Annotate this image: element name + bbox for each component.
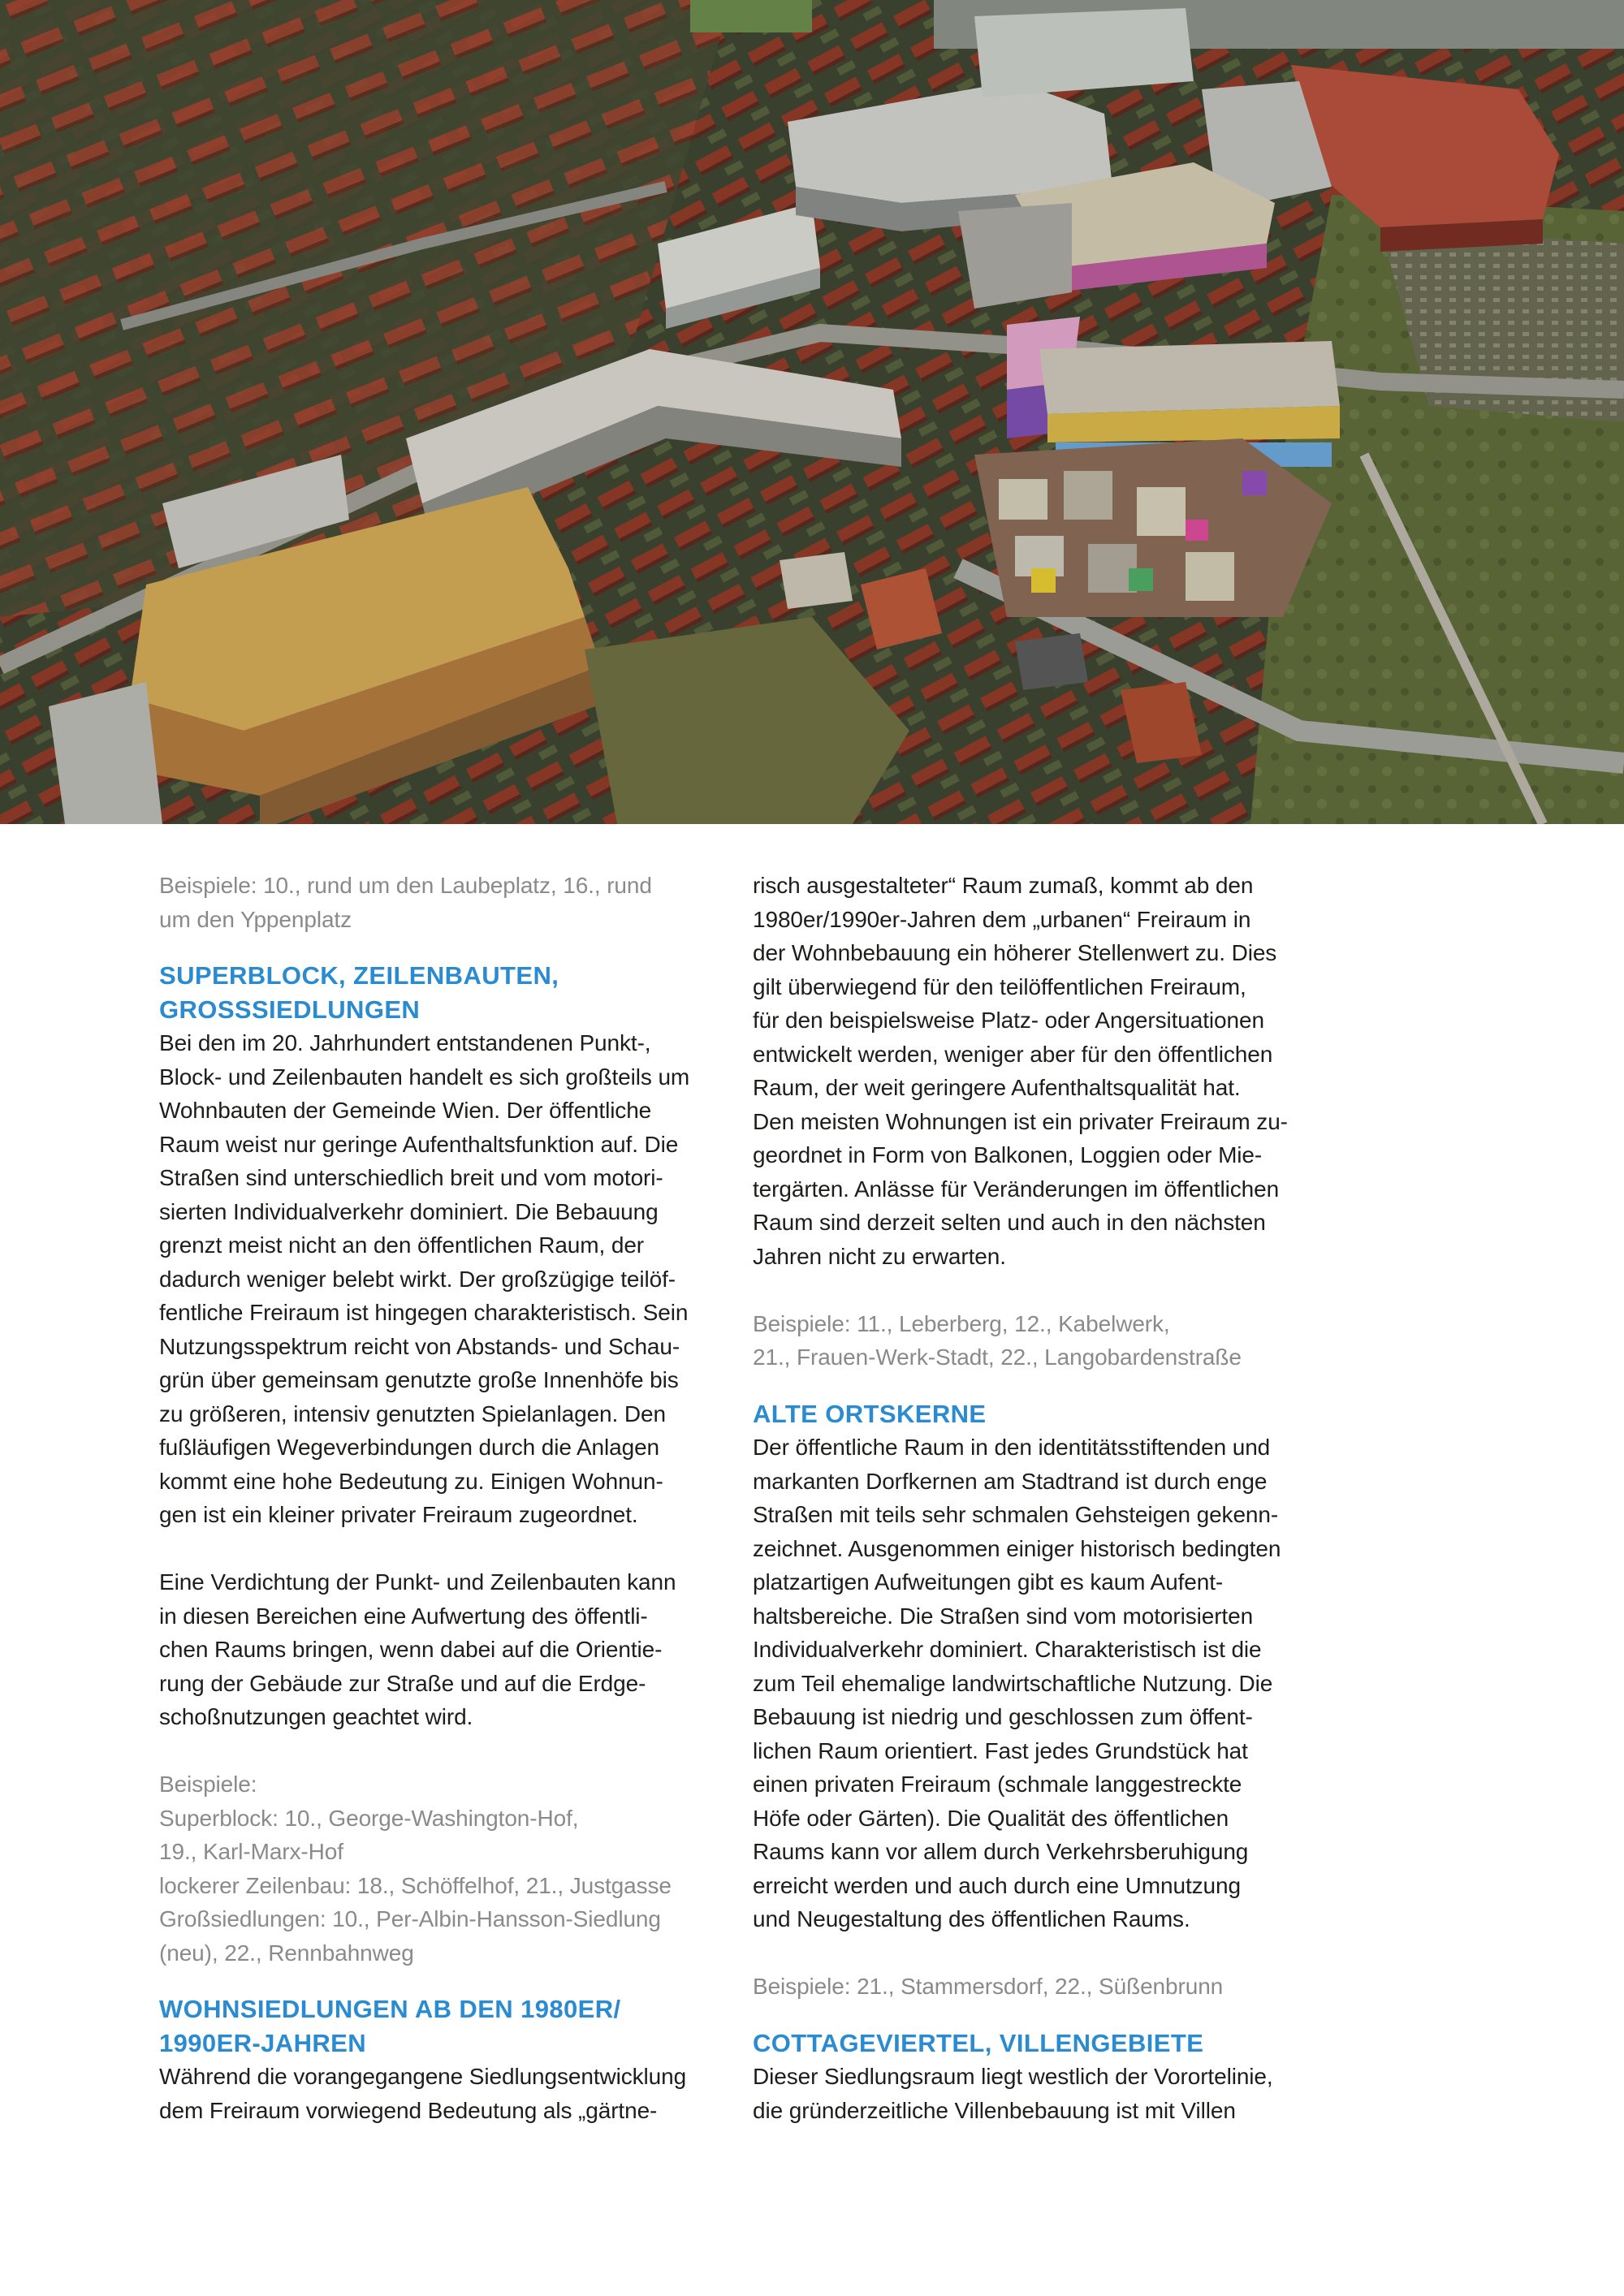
paragraph-superblock: Bei den im 20. Jahrhundert entstandenen Punkt-, Block- und Zeilenbauten handelt es sich großteils um Wohnbauten der Gemeinde Wien. Der öffentliche Raum weist nur geringe Aufenthaltsfunktion auf. Die Straßen sind unterschiedlich breit und vom motori- sierten Individualverkehr dominiert. Die Bebauung grenzt meist nicht an den öffentlichen Raum, der dadurch weniger belebt wirkt. Der großzügige teilöf- fentliche Freiraum ist hingegen charakteristisch. Sein Nutzungsspektrum reicht von Abstands- und Schau- grün über gemeinsam genutzte große Innenhöfe bis zu größeren, intensiv genutzten Spielanlagen. Den fußläufigen Wegeverbindungen durch die Anlagen kommt eine hohe Bedeutung zu. Einigen Wohnun- gen ist ein kleiner privater Freiraum zugeordnet.: [159, 1030, 690, 1527]
examples-leberberg: Beispiele: 11., Leberberg, 12., Kabelwerk, 21., Frauen-Werk-Stadt, 22., Langobardenstraße: [753, 1310, 1242, 1370]
paragraph-cottageviertel: Dieser Siedlungsraum liegt westlich der Vorortelinie, die gründerzeitliche Villenbebauung ist mit Villen: [753, 2064, 1273, 2123]
heading-superblock: SUPERBLOCK, ZEILENBAUTEN, GROSSSIEDLUNGEN: [159, 961, 559, 1024]
paragraph-wohnsiedlungen-continued: risch ausgestalteter“ Raum zumaß, kommt ab den 1980er/1990er-Jahren dem „urbanen“ Freiraum in der Wohnbebauung ein höherer Stellenwert zu. Dies gilt überwiegend für den teilöffentlichen Freiraum, für den beispielsweise Platz- oder Angersituationen entwickelt werden, weniger aber für den öffentlichen Raum, der weit geringere Aufenthaltsqualität hat. Den meisten Wohnungen ist ein privater Freiraum zu- geordnet in Form von Balkonen, Loggien oder Mie- tergärten. Anlässe für Veränderungen im öffentlichen Raum sind derzeit selten und auch in den nächsten Jahren nicht zu erwarten.: [753, 873, 1288, 1269]
heading-alte-ortskerne: ALTE ORTSKERNE: [753, 1399, 987, 1428]
paragraph-wohnsiedlungen: Während die vorangegangene Siedlungsentwicklung dem Freiraum vorwiegend Bedeutung als „gärtne-: [159, 2064, 687, 2123]
examples-superblock: Beispiele: Superblock: 10., George-Washington-Hof, 19., Karl-Marx-Hof lockerer Zeilenbau: 18., Schöffelhof, 21., Justgasse Großsiedlungen: 10., Per-Albin-Hansson-Siedlung (neu), 22., Rennbahnweg: [159, 1772, 672, 1966]
aerial-photo: [0, 0, 1624, 824]
left-column: [159, 869, 728, 2127]
heading-cottageviertel: COTTAGEVIERTEL, VILLENGEBIETE: [753, 2028, 1204, 2057]
examples-stammersdorf: Beispiele: 21., Stammersdorf, 22., Süßenbrunn: [753, 1974, 1224, 1999]
paragraph-alte-ortskerne: Der öffentliche Raum in den identitätsstiftenden und markanten Dorfkernen am Stadtrand ist durch enge Straßen mit teils sehr schmalen Gehsteigen gekenn- zeichnet. Ausgenommen einiger historisch bedingten platzartigen Aufweitungen gibt es kaum Aufent- haltsbereiche. Die Straßen sind vom motorisierten Individualverkehr dominiert. Charakteristisch ist die zum Teil ehemalige landwirtschaftliche Nutzung. Die Bebauung ist niedrig und geschlossen zum öffent- lichen Raum orientiert. Fast jedes Grundstück hat einen privaten Freiraum (schmale langgestreckte Höfe oder Gärten). Die Qualität des öffentlichen Raums kann vor allem durch Verkehrsberuhigung erreicht werden und auch durch eine Umnutzung und Neugestaltung des öffentlichen Raums.: [753, 1435, 1281, 1931]
heading-wohnsiedlungen: WOHNSIEDLUNGEN AB DEN 1980ER/ 1990ER-JAHREN: [159, 1995, 621, 2057]
examples-laubeplatz: Beispiele: 10., rund um den Laubeplatz, 16., rund um den Yppenplatz: [159, 873, 652, 932]
paragraph-verdichtung: Eine Verdichtung der Punkt- und Zeilenbauten kann in diesen Bereichen eine Aufwertung des öffentli- chen Raums bringen, wenn dabei auf die Orientie- rung der Gebäude zur Straße und auf die Erdge- schoßnutzungen geachtet wird.: [159, 1569, 676, 1729]
right-column: [753, 869, 1321, 2127]
